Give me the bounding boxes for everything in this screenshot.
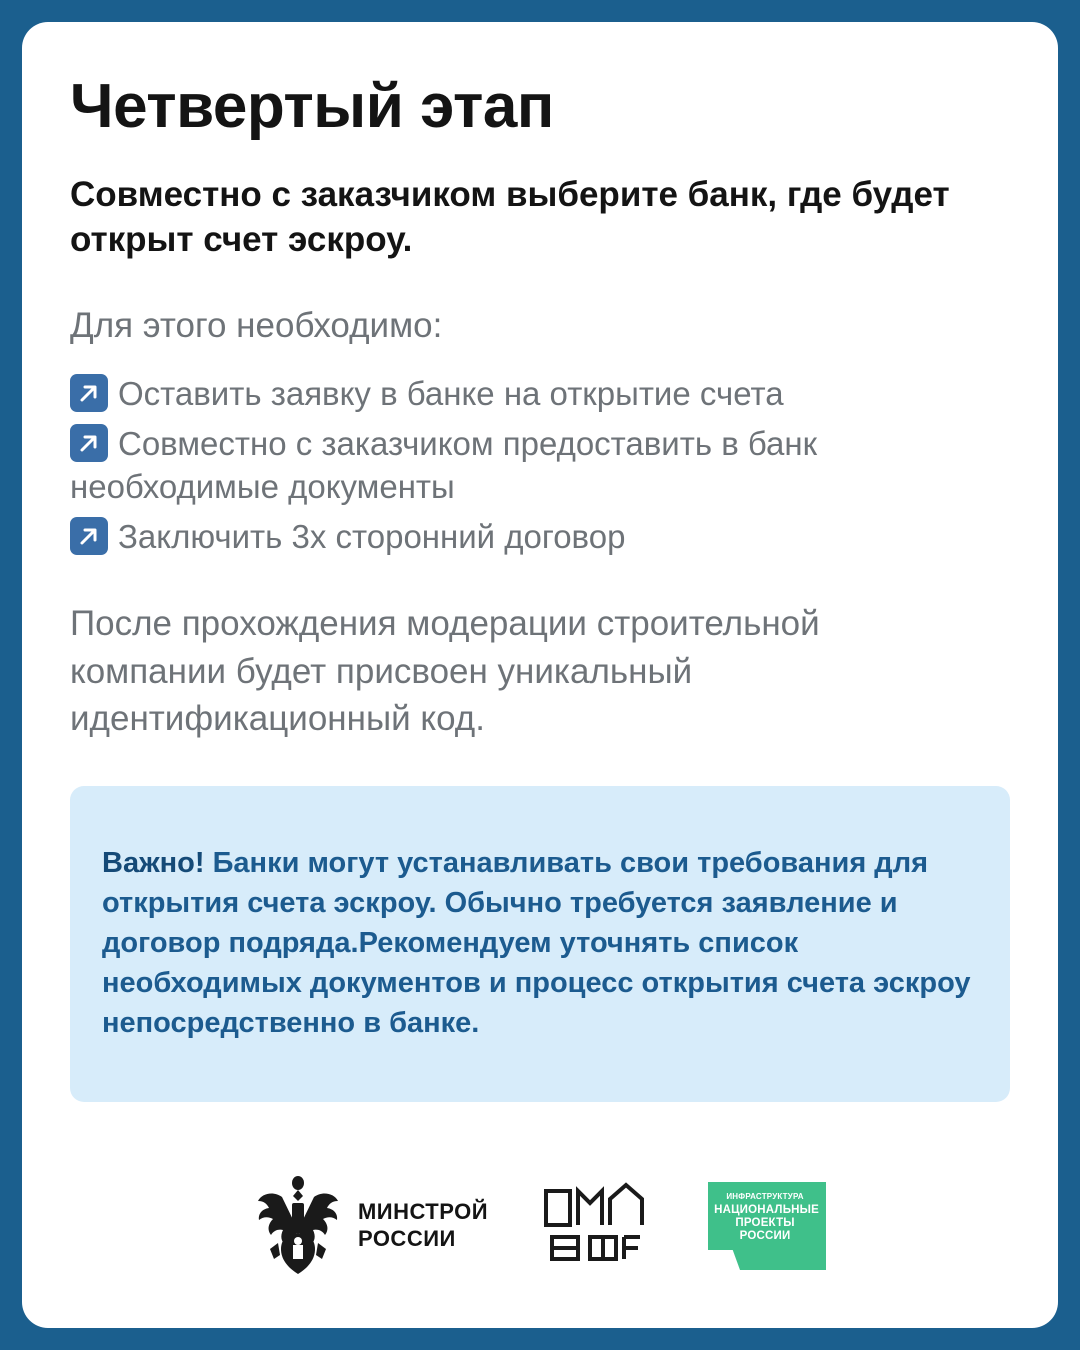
arrow-up-right-icon [70, 424, 108, 462]
body-paragraph: После прохождения модерации строительной компании будет присвоен уникальный идентификационный код. [70, 604, 820, 738]
lead-text: Для этого необходимо: [70, 305, 443, 345]
important-note [70, 786, 1010, 1102]
national-projects-logo [700, 1180, 828, 1272]
footer-logos [70, 1171, 1010, 1280]
minstroy-logo [252, 1171, 488, 1280]
list-item [70, 422, 1010, 509]
note-body: Банки могут устанавливать свои требования для открытия счета эскроу. Обычно требуется заявление и договор подряда.Рекомендуем уточнять список необходимых документов и процесс открытия счета эскроу непосредственно в банке. [102, 847, 971, 1040]
arrow-up-right-icon [70, 517, 108, 555]
info-card [22, 22, 1058, 1328]
np-logo-small: ИНФРАСТРУКТУРА [726, 1191, 804, 1201]
note-lead: Важно! [102, 847, 205, 880]
list-item-label: Заключить 3х сторонний договор [118, 517, 626, 555]
note-text [102, 843, 978, 1043]
arrow-up-right-icon [70, 374, 108, 412]
double-headed-eagle-emblem-icon [252, 1171, 344, 1280]
list-item [70, 372, 1010, 416]
dom-rf-logo-icon [542, 1175, 646, 1276]
bullet-list [70, 372, 1010, 558]
page-title: Четвертый этап [70, 72, 554, 141]
np-logo-big: НАЦИОНАЛЬНЫЕ ПРОЕКТЫ РОССИИ [714, 1204, 820, 1243]
minstroy-logo-text [358, 1199, 488, 1252]
list-item-label: Совместно с заказчиком предоставить в банк необходимые документы [70, 424, 818, 506]
list-item [70, 515, 1010, 559]
subtitle: Совместно с заказчиком выберите банк, где будет открыт счет эскроу. [70, 175, 950, 259]
list-item-label: Оставить заявку в банке на открытие счета [118, 375, 784, 413]
national-projects-logo-text [714, 1191, 820, 1244]
minstroy-logo-line1: МИНСТРОЙ [357, 1199, 489, 1225]
minstroy-logo-line2: РОССИИ [357, 1225, 456, 1251]
